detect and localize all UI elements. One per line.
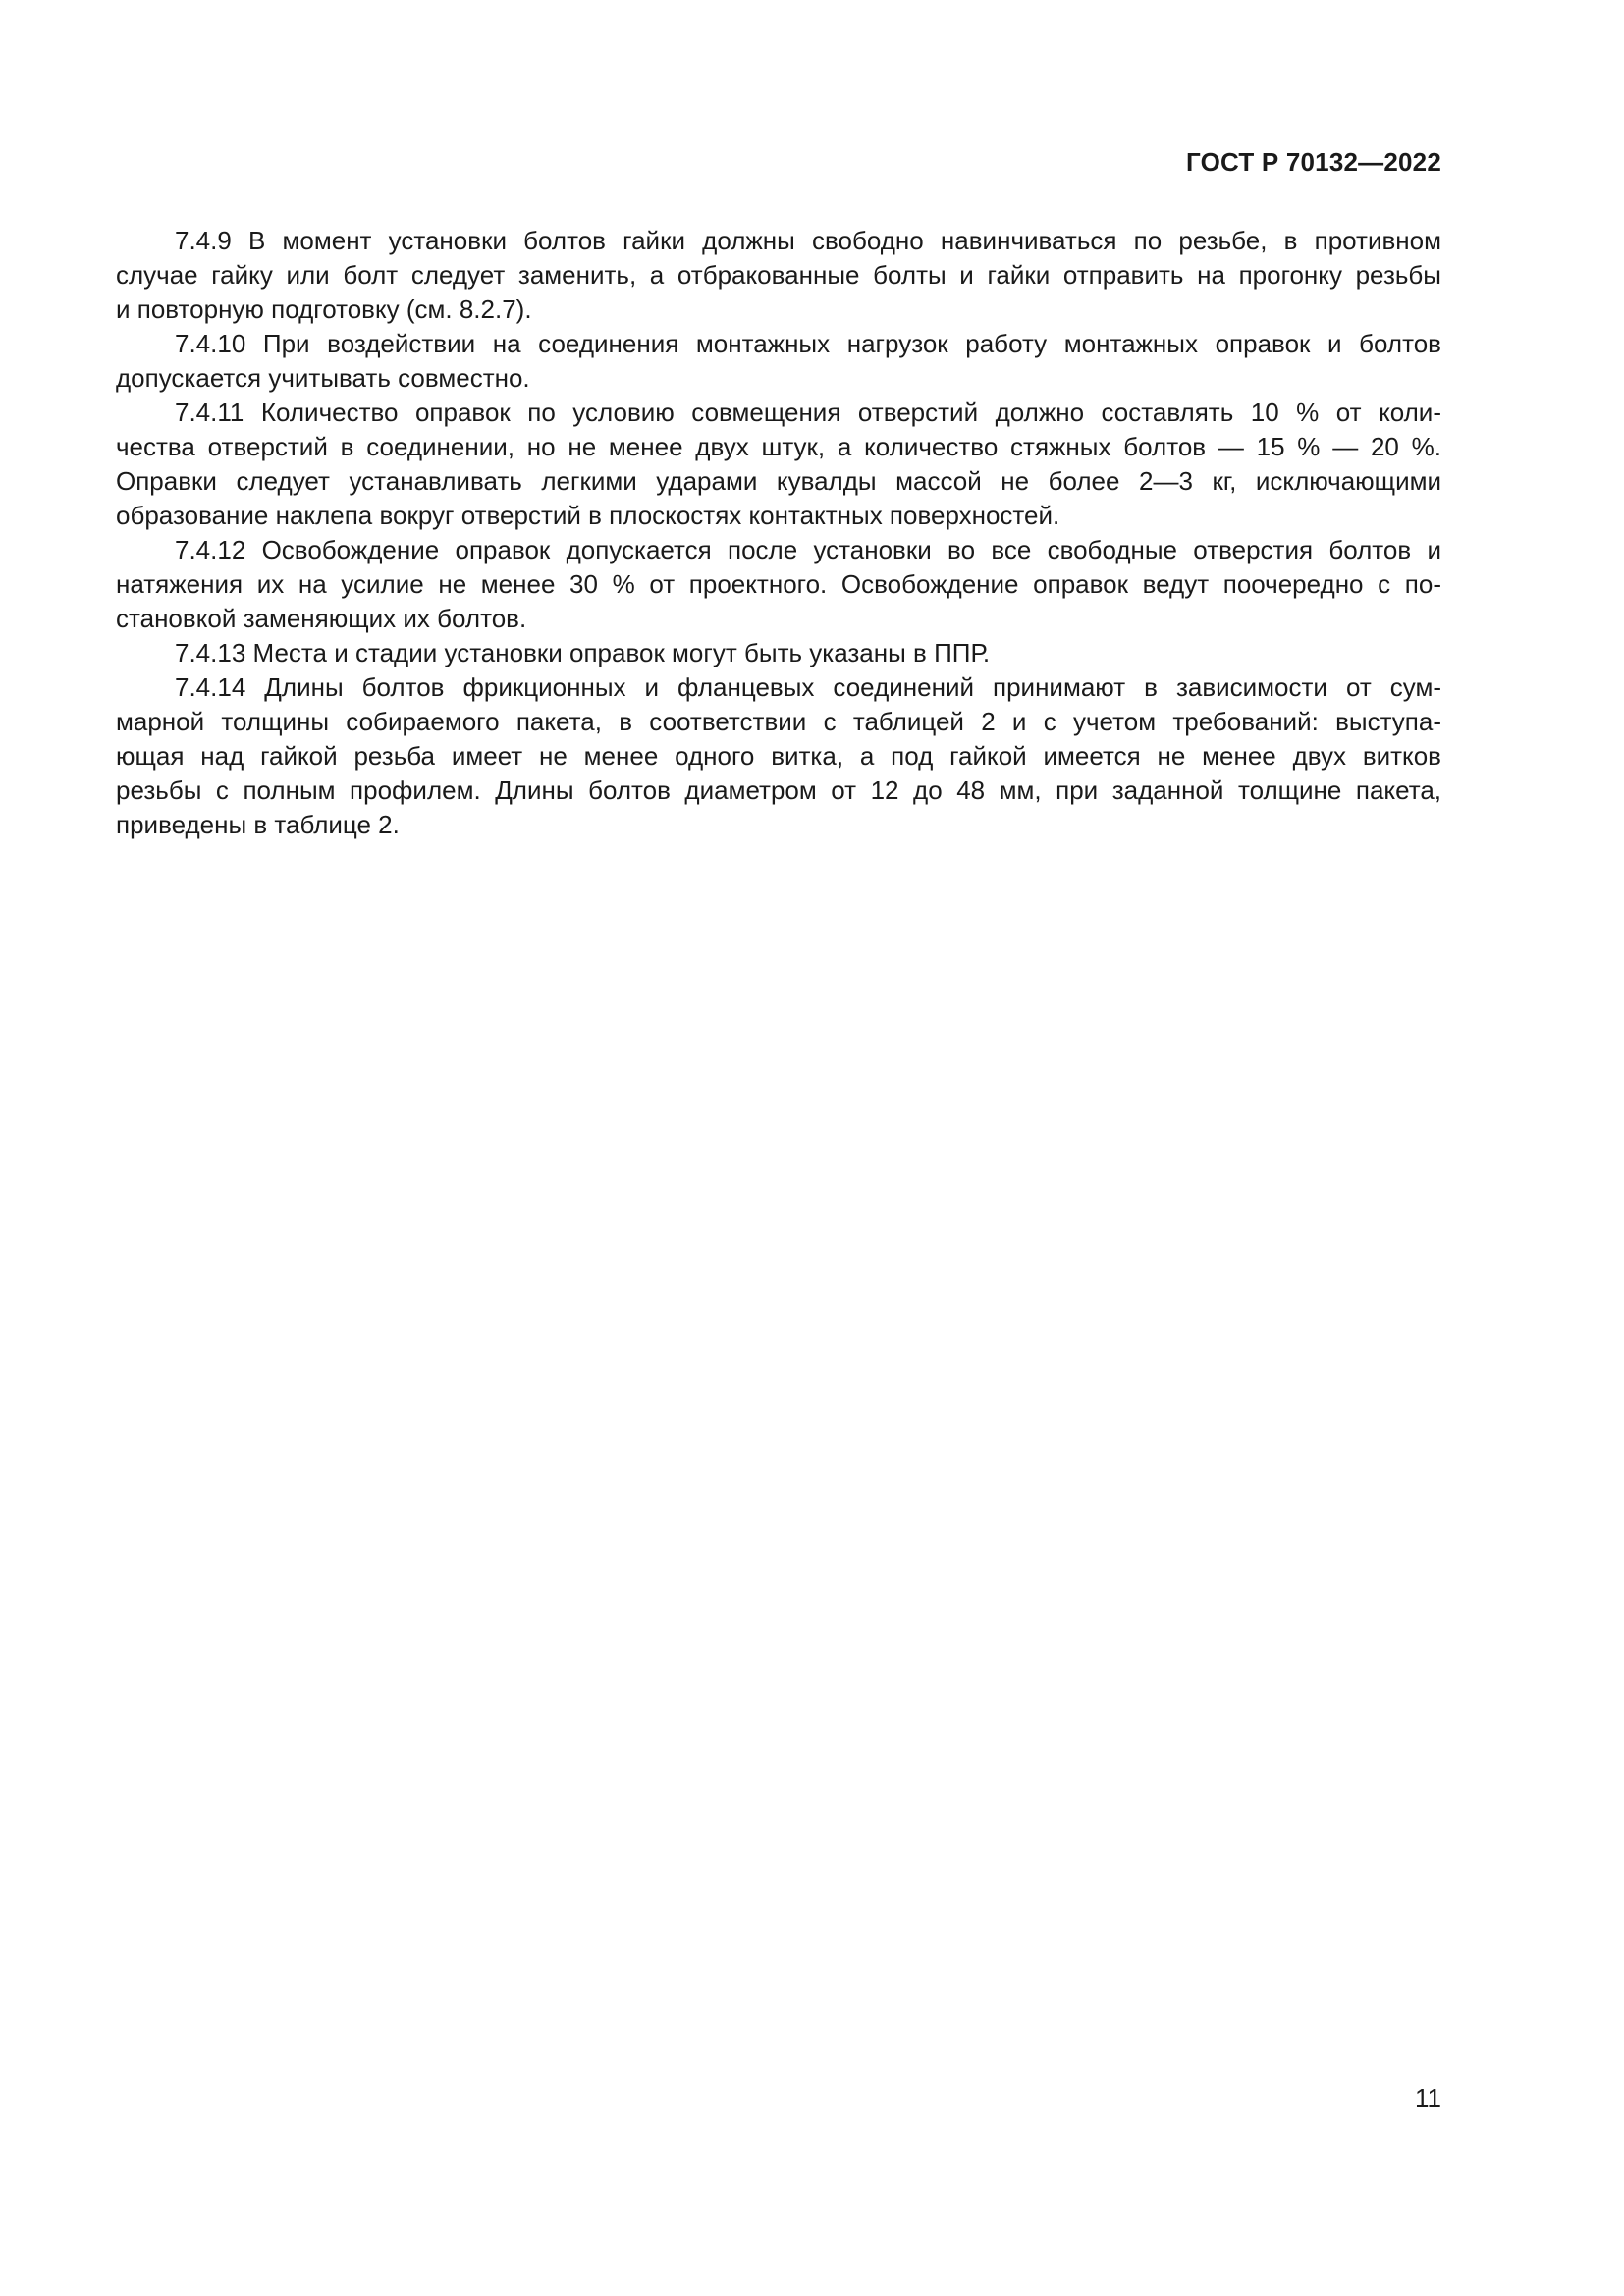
text-line: Оправки следует устанавливать легкими ударами кувалды массой не более 2—3 кг, исключающими [116, 466, 1441, 496]
text-line: 7.4.12 Освобождение оправок допускается после установки во все свободные отверстия болтов и [175, 535, 1441, 564]
text-line: резьбы с полным профилем. Длины болтов диаметром от 12 до 48 мм, при заданной толщине пакета, [116, 775, 1441, 805]
text-line: 7.4.11 Количество оправок по условию совмещения отверстий должно составлять 10 % от коли- [175, 398, 1441, 427]
document-id: ГОСТ Р 70132—2022 [1186, 147, 1441, 177]
text-line: и повторную подготовку (см. 8.2.7). [116, 294, 532, 324]
text-line: допускается учитывать совместно. [116, 363, 530, 393]
document-header [1186, 147, 1441, 178]
text-line: 7.4.10 При воздействии на соединения монтажных нагрузок работу монтажных оправок и болтов [175, 329, 1441, 358]
paragraph-7-4-12 [116, 533, 1441, 636]
text-line: натяжения их на усилие не менее 30 % от проектного. Освобождение оправок ведут поочередно с по- [116, 569, 1441, 599]
paragraph-7-4-10 [116, 327, 1441, 396]
text-line: случае гайку или болт следует заменить, а отбракованные болты и гайки отправить на прогонку резьбы [116, 260, 1441, 290]
page-number [1415, 2083, 1441, 2113]
paragraph-7-4-9 [116, 224, 1441, 327]
text-line: 7.4.13 Места и стадии установки оправок могут быть указаны в ППР. [175, 638, 991, 667]
paragraph-7-4-13 [116, 636, 1441, 670]
text-line: становкой заменяющих их болтов. [116, 604, 527, 633]
text-line: чества отверстий в соединении, но не менее двух штук, а количество стяжных болтов — 15 % — 20 %. [116, 432, 1441, 461]
document-body [116, 224, 1441, 842]
paragraph-7-4-11 [116, 396, 1441, 533]
text-line: 7.4.14 Длины болтов фрикционных и фланцевых соединений принимают в зависимости от сум- [175, 672, 1441, 702]
text-line: марной толщины собираемого пакета, в соответствии с таблицей 2 и с учетом требований: выступа- [116, 707, 1441, 736]
text-line: образование наклепа вокруг отверстий в плоскостях контактных поверхностей. [116, 501, 1060, 530]
page-number-value: 11 [1415, 2083, 1441, 2112]
text-line: 7.4.9 В момент установки болтов гайки должны свободно навинчиваться по резьбе, в противном [175, 226, 1441, 255]
text-line: приведены в таблице 2. [116, 810, 400, 839]
paragraph-7-4-14 [116, 670, 1441, 842]
text-line: ющая над гайкой резьба имеет не менее одного витка, а под гайкой имеется не менее двух витков [116, 741, 1441, 771]
